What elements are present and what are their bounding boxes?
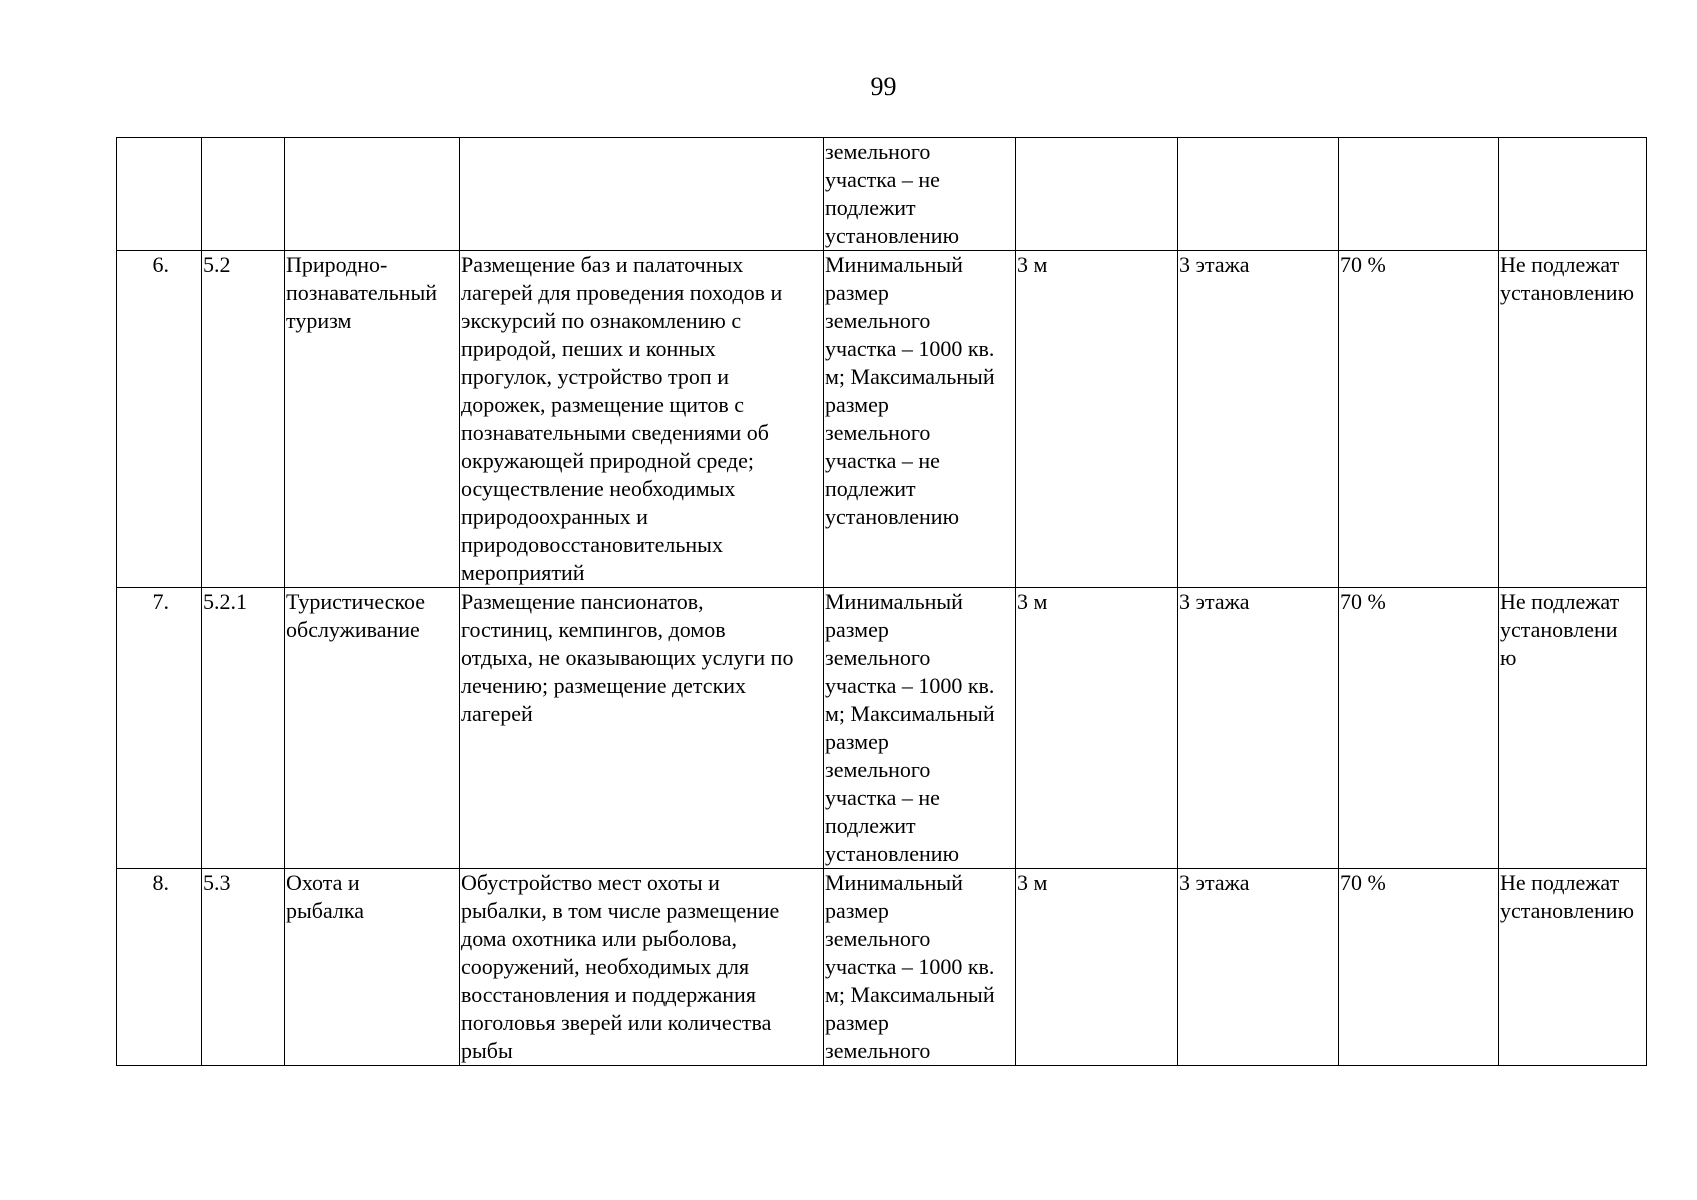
use-code-cell: 5.2 — [202, 251, 285, 588]
row-number-cell — [117, 138, 202, 251]
coverage-cell — [1339, 138, 1499, 251]
restrictions-cell: Не подлежат установлени ю — [1499, 588, 1647, 869]
plot-size-cell: Минимальный размер земельного участка – 1000 кв. м; Максимальный размер земельного — [824, 869, 1016, 1066]
setback-cell: 3 м — [1016, 588, 1178, 869]
use-name-cell: Природно- познавательный туризм — [285, 251, 460, 588]
coverage-cell: 70 % — [1339, 869, 1499, 1066]
table-row — [117, 869, 1647, 1066]
row-number-cell: 7. — [117, 588, 202, 869]
row-number-cell: 6. — [117, 251, 202, 588]
use-name-cell — [285, 138, 460, 251]
use-name-cell: Охота и рыбалка — [285, 869, 460, 1066]
use-description-cell: Размещение баз и палаточных лагерей для проведения походов и экскурсий по ознакомлению с природой, пеших и конных прогулок, устройство троп и дорожек, размещение щитов с познавательными сведениями об окружающей природной среде; осуществление необходимых природоохранных и природовосстановительных мероприятий — [460, 251, 824, 588]
restrictions-cell: Не подлежат установлению — [1499, 869, 1647, 1066]
setback-cell: 3 м — [1016, 869, 1178, 1066]
floors-cell: 3 этажа — [1178, 588, 1339, 869]
table-row — [117, 138, 1647, 251]
row-number-cell: 8. — [117, 869, 202, 1066]
plot-size-cell: Минимальный размер земельного участка – 1000 кв. м; Максимальный размер земельного участка – не подлежит установлению — [824, 251, 1016, 588]
use-description-cell — [460, 138, 824, 251]
floors-cell: 3 этажа — [1178, 251, 1339, 588]
floors-cell: 3 этажа — [1178, 869, 1339, 1066]
restrictions-cell — [1499, 138, 1647, 251]
use-code-cell: 5.3 — [202, 869, 285, 1066]
coverage-cell: 70 % — [1339, 251, 1499, 588]
page-number: 99 — [870, 72, 897, 101]
table-row — [117, 588, 1647, 869]
plot-size-cell: Минимальный размер земельного участка – 1000 кв. м; Максимальный размер земельного участка – не подлежит установлению — [824, 588, 1016, 869]
use-code-cell: 5.2.1 — [202, 588, 285, 869]
table-row — [117, 251, 1647, 588]
use-description-cell: Размещение пансионатов, гостиниц, кемпингов, домов отдыха, не оказывающих услуги по лечению; размещение детских лагерей — [460, 588, 824, 869]
plot-size-cell: земельного участка – не подлежит установлению — [824, 138, 1016, 251]
restrictions-cell: Не подлежат установлению — [1499, 251, 1647, 588]
floors-cell — [1178, 138, 1339, 251]
setback-cell — [1016, 138, 1178, 251]
zoning-regulations-table — [116, 137, 1647, 1066]
setback-cell: 3 м — [1016, 251, 1178, 588]
use-description-cell: Обустройство мест охоты и рыбалки, в том числе размещение дома охотника или рыболова, сооружений, необходимых для восстановления и поддержания поголовья зверей или количества рыбы — [460, 869, 824, 1066]
coverage-cell: 70 % — [1339, 588, 1499, 869]
use-code-cell — [202, 138, 285, 251]
use-name-cell: Туристическое обслуживание — [285, 588, 460, 869]
